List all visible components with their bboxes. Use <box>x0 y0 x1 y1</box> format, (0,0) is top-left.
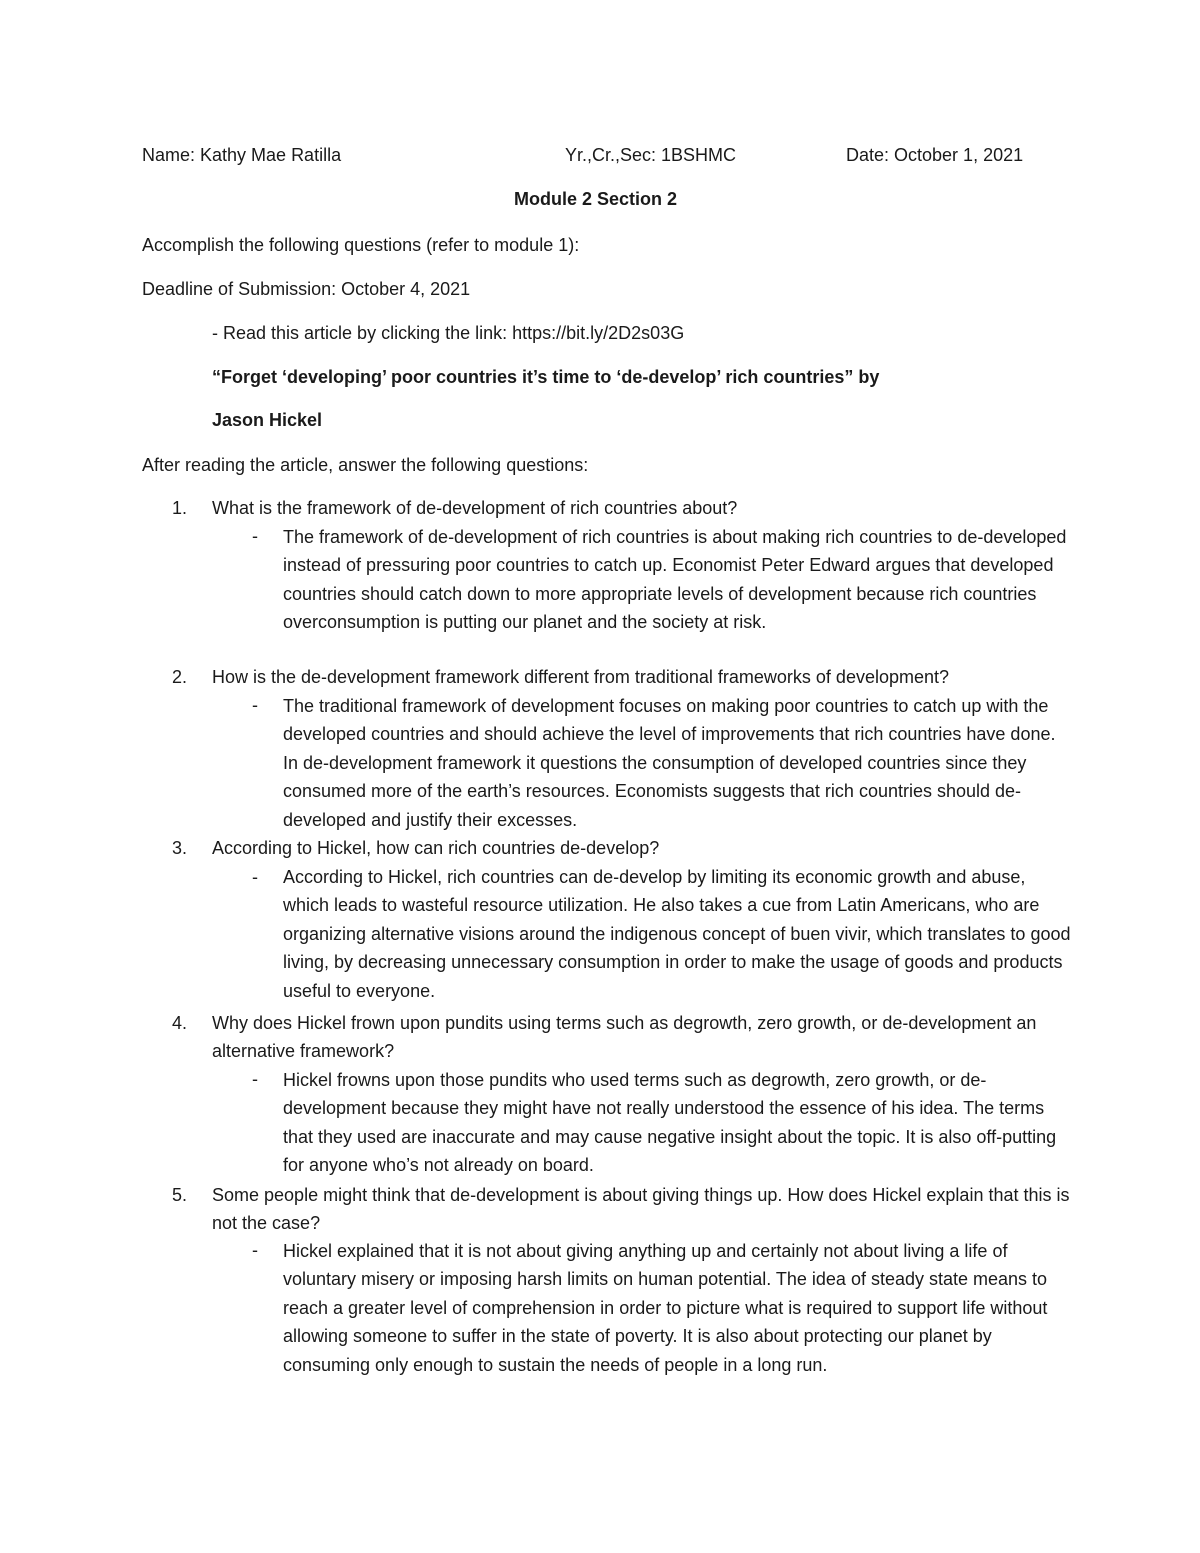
answer-text: The framework of de-development of rich countries is about making rich countries to de-developed instead of pressuring poor countries to catch up. Economist Peter Edward argues that developed countries should catch down to more appropriate levels of development because rich countries overconsumption is putting our planet and the society at risk. <box>283 527 1067 633</box>
answer-dash: - <box>252 695 258 715</box>
year-course-section: Yr.,Cr.,Sec: 1BSHMC <box>565 145 737 165</box>
student-name: Name: Kathy Mae Ratilla <box>142 145 342 165</box>
question-number: 1. <box>172 498 188 518</box>
question-number: 3. <box>172 838 188 858</box>
article-author: Jason Hickel <box>212 410 323 430</box>
question-text: According to Hickel, how can rich countries de-develop? <box>212 838 660 858</box>
question-text: Some people might think that de-development is about giving things up. How does Hickel explain that this is not the case? <box>212 1185 1070 1233</box>
question-number: 4. <box>172 1013 188 1033</box>
submission-date: Date: October 1, 2021 <box>846 145 1024 165</box>
module-title: Module 2 Section 2 <box>514 189 678 209</box>
question-text: Why does Hickel frown upon pundits using terms such as degrowth, zero growth, or de-development an alternative framework? <box>212 1013 1037 1061</box>
answer-text: Hickel frowns upon those pundits who used terms such as degrowth, zero growth, or de-development because they might have not really understood the essence of his idea. The terms that they used are inaccurate and may cause negative insight about the topic. It is also off-putting for anyone who’s not already on board. <box>283 1070 1057 1176</box>
article-link-line: - Read this article by clicking the link: https://bit.ly/2D2s03G <box>212 323 685 343</box>
question-number: 5. <box>172 1185 188 1205</box>
deadline-text: Deadline of Submission: October 4, 2021 <box>142 279 471 299</box>
question-number: 2. <box>172 667 188 687</box>
answer-text: The traditional framework of development focuses on making poor countries to catch up with the developed countries and should achieve the level of improvements that rich countries have done. In de-development framework it questions the consumption of developed countries since they consumed more of the earth’s resources. Economists suggests that rich countries should de-developed and justify their excesses. <box>283 696 1056 830</box>
instruction-text: Accomplish the following questions (refer to module 1): <box>142 235 580 255</box>
answer-dash: - <box>252 867 258 887</box>
answer-text: According to Hickel, rich countries can de-develop by limiting its economic growth and abuse, which leads to wasteful resource utilization. He also takes a cue from Latin Americans, who are organizing alternative visions around the indigenous concept of buen vivir, which translates to good living, by decreasing unnecessary consumption in order to make the usage of goods and products useful to everyone. <box>283 867 1071 1001</box>
question-text: How is the de-development framework different from traditional frameworks of development? <box>212 667 950 687</box>
question-text: What is the framework of de-development of rich countries about? <box>212 498 738 518</box>
answer-dash: - <box>252 1069 258 1089</box>
answer-dash: - <box>252 1240 258 1260</box>
answer-dash: - <box>252 526 258 546</box>
article-title: “Forget ‘developing’ poor countries it’s time to ‘de-develop’ rich countries” by <box>212 367 880 387</box>
after-reading-instruction: After reading the article, answer the following questions: <box>142 455 589 475</box>
answer-text: Hickel explained that it is not about giving anything up and certainly not about living a life of voluntary misery or imposing harsh limits on human potential. The idea of steady state means to reach a greater level of comprehension in order to picture what is required to support life without allowing someone to suffer in the state of poverty. It is also about protecting our planet by consuming only enough to sustain the needs of people in a long run. <box>283 1241 1048 1375</box>
